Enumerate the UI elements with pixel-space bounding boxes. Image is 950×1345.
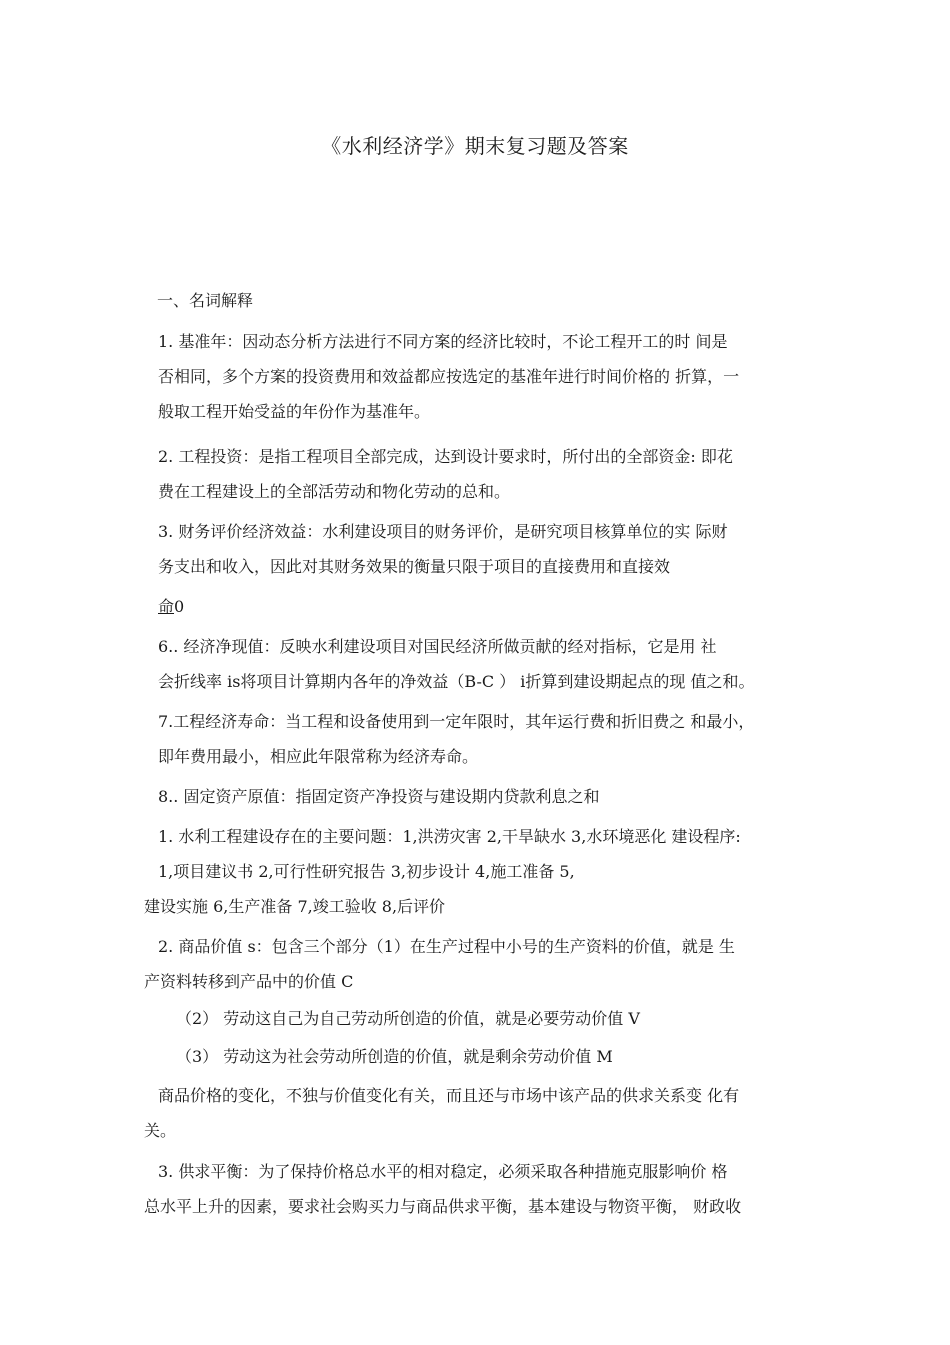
text-line: 3. 供求平衡：为了保持价格总水平的相对稳定，必须采取各种措施克服影响价 格 xyxy=(158,1162,728,1181)
text-line: 1. 水利工程建设存在的主要问题：1,洪涝灾害 2,干旱缺水 3,水环境恶化 建设程序: xyxy=(158,827,741,846)
text-line: 7.工程经济寿命：当工程和设备使用到一定年限时，其年运行费和折旧费之 和最小， xyxy=(158,712,755,731)
text-line: （2） 劳动这自己为自己劳动所创造的价值，就是必要劳动价值 V xyxy=(176,1009,640,1028)
text-line: 总水平上升的因素，要求社会购买力与商品供求平衡，基本建设与物资平衡， 财政收 xyxy=(144,1197,742,1216)
text-line: 建设实施 6,生产准备 7,竣工验收 8,后评价 xyxy=(144,897,446,916)
text-line: 费在工程建设上的全部活劳动和物化劳动的总和。 xyxy=(158,482,511,501)
text-line: （3） 劳动这为社会劳动所创造的价值，就是剩余劳动价值 M xyxy=(176,1047,613,1066)
text-line: 即年费用最小，相应此年限常称为经济寿命。 xyxy=(158,747,479,766)
text-line: 否相同，多个方案的投资费用和效益都应按选定的基准年进行时间价格的 折算，一 xyxy=(158,367,740,386)
text-line: 1,项目建议书 2,可行性研究报告 3,初步设计 4,施工准备 5, xyxy=(158,862,575,881)
underlined-fragment: 命 xyxy=(158,597,175,616)
text-line: 2. 商品价值 s：包含三个部分（1）在生产过程中小号的生产资料的价值，就是 生 xyxy=(158,937,735,956)
document-title: 《水利经济学》期末复习题及答案 xyxy=(321,134,629,158)
text-line: 般取工程开始受益的年份作为基准年。 xyxy=(158,402,431,421)
text-line: 1. 基准年：因动态分析方法进行不同方案的经济比较时，不论工程开工的时 间是 xyxy=(158,332,728,351)
trailing-fragment: 0 xyxy=(174,597,185,616)
text-line: 2. 工程投资：是指工程项目全部完成，达到设计要求时，所付出的全部资金: 即花 xyxy=(158,447,733,466)
text-line: 务支出和收入，因此对其财务效果的衡量只限于项目的直接费用和直接效 xyxy=(158,557,671,576)
text-line: 产资料转移到产品中的价值 C xyxy=(144,972,354,991)
text-line: 关。 xyxy=(144,1121,177,1140)
text-line: 3. 财务评价经济效益：水利建设项目的财务评价，是研究项目核算单位的实 际财 xyxy=(158,522,728,541)
text-line: 6.. 经济净现值：反映水利建设项目对国民经济所做贡献的经对指标，它是用 社 xyxy=(158,637,717,656)
text-line xyxy=(158,596,184,618)
section-heading: 一、名词解释 xyxy=(157,291,254,310)
text-line: 8.. 固定资产原值：指固定资产净投资与建设期内贷款利息之和 xyxy=(158,787,600,806)
text-line: 会折线率 is将项目计算期内各年的净效益（B-C ） i折算到建设期起点的现 值之和。 xyxy=(158,672,755,691)
text-line: 商品价格的变化，不独与价值变化有关，而且还与市场中该产品的供求关系变 化有 xyxy=(158,1086,740,1105)
